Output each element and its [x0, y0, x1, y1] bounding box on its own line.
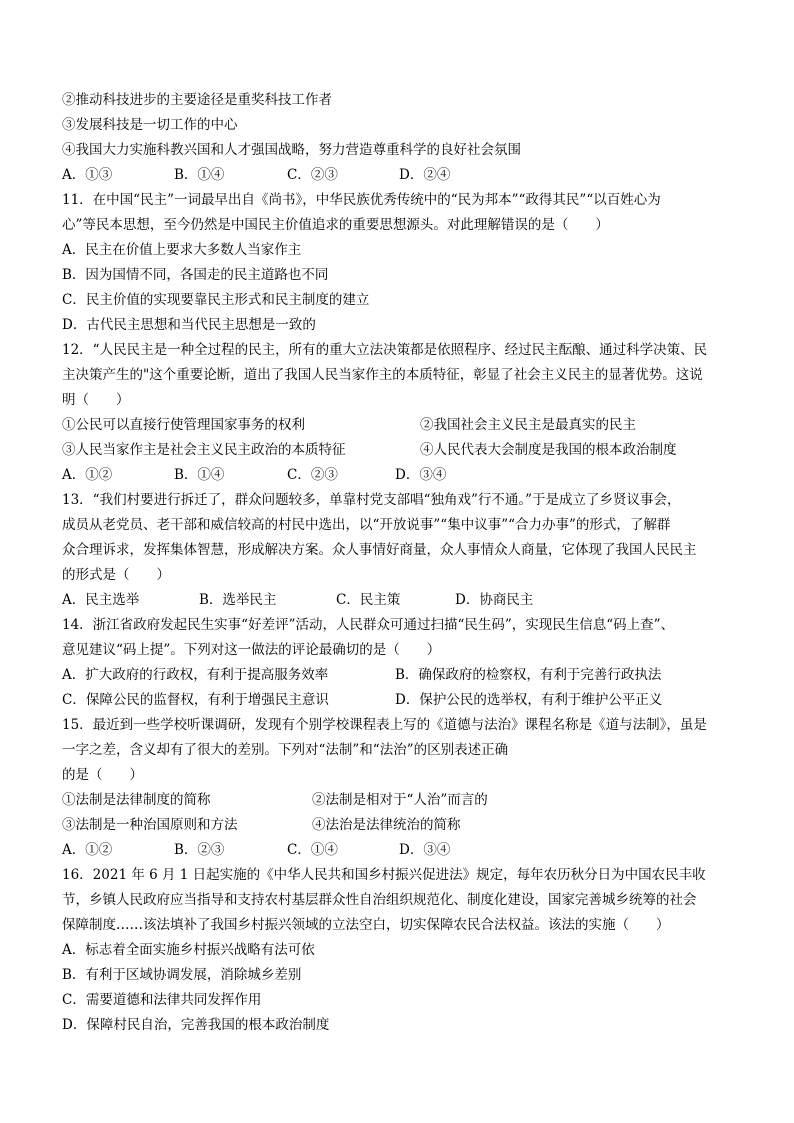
- q16-choice-d: D．保障村民自治，完善我国的根本政治制度: [62, 1017, 330, 1033]
- q15-stem-line-2: 一字之差，含义却有了很大的差别。下列对“法制”和“法治”的区别表述正确: [62, 742, 509, 758]
- q15-stem-line-1: 15．最近到一些学校听课调研，发现有个别学校课程表上写的《道德与法治》课程名称是《道与法制》，虽是: [62, 717, 707, 733]
- q12-option-2: ②我国社会主义民主是最真实的民主: [420, 417, 636, 433]
- q11-choice-b: B．因为国情不同，各国走的民主道路也不同: [62, 267, 329, 283]
- q13-choice-b: B．选举民主: [199, 592, 277, 608]
- q16-choice-a: A．标志着全面实施乡村振兴战略有法可依: [62, 942, 315, 958]
- q15-choice-a: A．①②: [62, 842, 113, 858]
- q12-stem-line-2: 主决策产生的"这个重要论断，道出了我国人民当家作主的本质特征，彰显了社会主义民主的显著优势。这说: [62, 367, 703, 383]
- q12-choice-d: D．③④: [395, 467, 447, 483]
- q11-choice-c: C．民主价值的实现要靠民主形式和民主制度的建立: [62, 292, 370, 308]
- q13-choice-c: C．民主策: [336, 592, 401, 608]
- q10-choice-d: D．②④: [399, 167, 451, 183]
- q14-choice-a: A．扩大政府的行政权，有利于提高服务效率: [62, 667, 329, 683]
- q12-choice-b: B．①④: [174, 467, 225, 483]
- q13-stem-line-4: 的形式是（ ）: [62, 567, 170, 583]
- q12-option-3: ③人民当家作主是社会主义民主政治的本质特征: [62, 442, 346, 458]
- q16-choice-c: C．需要道德和法律共同发挥作用: [62, 992, 262, 1008]
- q11-stem-line-1: 11．在中国“民主”一词最早出自《尚书》，中华民族优秀传统中的“民为邦本”“政得其民”“以百姓心为: [62, 192, 661, 208]
- q10-choice-c: C．②③: [287, 167, 338, 183]
- q12-choice-a: A．①②: [62, 467, 113, 483]
- q14-choice-b: B．确保政府的检察权，有利于完善行政执法: [395, 667, 662, 683]
- q15-option-4: ④法治是法律统治的简称: [312, 817, 461, 833]
- q16-stem-line-3: 保障制度……该法填补了我国乡村振兴领域的立法空白，切实保障农民合法权益。该法的实施（ ）: [62, 917, 670, 933]
- q11-choice-d: D．古代民主思想和当代民主思想是一致的: [62, 317, 316, 333]
- q14-stem-line-1: 14．浙江省政府发起民生实事“好差评”活动，人民群众可通过扫描“民生码”，实现民生信息“码上查”、: [62, 617, 675, 633]
- q10-option-3: ③发展科技是一切工作的中心: [62, 117, 238, 133]
- q15-choice-d: D．③④: [399, 842, 451, 858]
- q14-choice-d: D．保护公民的选举权，有利于维护公平正义: [395, 692, 663, 708]
- q16-stem-line-1: 16．2021 年 6 月 1 日起实施的《中华人民共和国乡村振兴促进法》规定，每年农历秋分日为中国农民丰收: [62, 867, 706, 883]
- q15-option-1: ①法制是法律制度的简称: [62, 792, 211, 808]
- q12-choice-c: C．②③: [287, 467, 338, 483]
- q11-choice-a: A．民主在价值上要求大多数人当家作主: [62, 242, 302, 258]
- q12-stem-line-3: 明（ ）: [62, 392, 130, 408]
- q12-option-1: ①公民可以直接行使管理国家事务的权利: [62, 417, 305, 433]
- q12-option-4: ④人民代表大会制度是我国的根本政治制度: [420, 442, 677, 458]
- q14-choice-c: C．保障公民的监督权，有利于增强民主意识: [62, 692, 329, 708]
- q15-option-3: ③法制是一种治国原则和方法: [62, 817, 238, 833]
- q13-stem-line-1: 13．“我们村要进行拆迁了，群众问题较多，单靠村党支部唱“独角戏”行不通。”于是成立了乡贤议事会，: [62, 492, 681, 508]
- q16-choice-b: B．有利于区域协调发展，消除城乡差别: [62, 967, 302, 983]
- q13-choice-d: D．协商民主: [455, 592, 534, 608]
- q10-choice-b: B．①④: [174, 167, 225, 183]
- q13-stem-line-2: 成员从老党员、老干部和威信较高的村民中选出，以“开放说事”“集中议事”“合力办事”的形式，了解群: [62, 517, 671, 533]
- q10-choice-a: A．①③: [62, 167, 113, 183]
- q11-stem-line-2: 心”等民本思想，至今仍然是中国民主价值追求的重要思想源头。对此理解错误的是（ ）: [62, 217, 609, 233]
- q15-choice-b: B．②③: [174, 842, 225, 858]
- q16-stem-line-2: 节，乡镇人民政府应当指导和支持农村基层群众性自治组织规范化、制度化建设，国家完善城乡统筹的社会: [62, 892, 697, 908]
- q12-stem-line-1: 12．“人民民主是一种全过程的民主，所有的重大立法决策都是依照程序、经过民主酝酿、通过科学决策、民: [62, 342, 708, 358]
- q15-stem-line-3: 的是（ ）: [62, 767, 143, 783]
- q15-choice-c: C．①④: [287, 842, 338, 858]
- q13-stem-line-3: 众合理诉求，发挥集体智慧，形成解决方案。众人事情好商量，众人事情众人商量，它体现了我国人民民主: [62, 542, 697, 558]
- q15-option-2: ②法制是相对于“人治”而言的: [312, 792, 488, 808]
- q14-stem-line-2: 意见建议“码上提”。下列对这一做法的评论最确切的是（ ）: [62, 642, 441, 658]
- q10-option-4: ④我国大力实施科教兴国和人才强国战略，努力营造尊重科学的良好社会氛围: [62, 142, 521, 158]
- q10-option-2: ②推动科技进步的主要途径是重奖科技工作者: [62, 92, 332, 108]
- q13-choice-a: A．民主选举: [62, 592, 140, 608]
